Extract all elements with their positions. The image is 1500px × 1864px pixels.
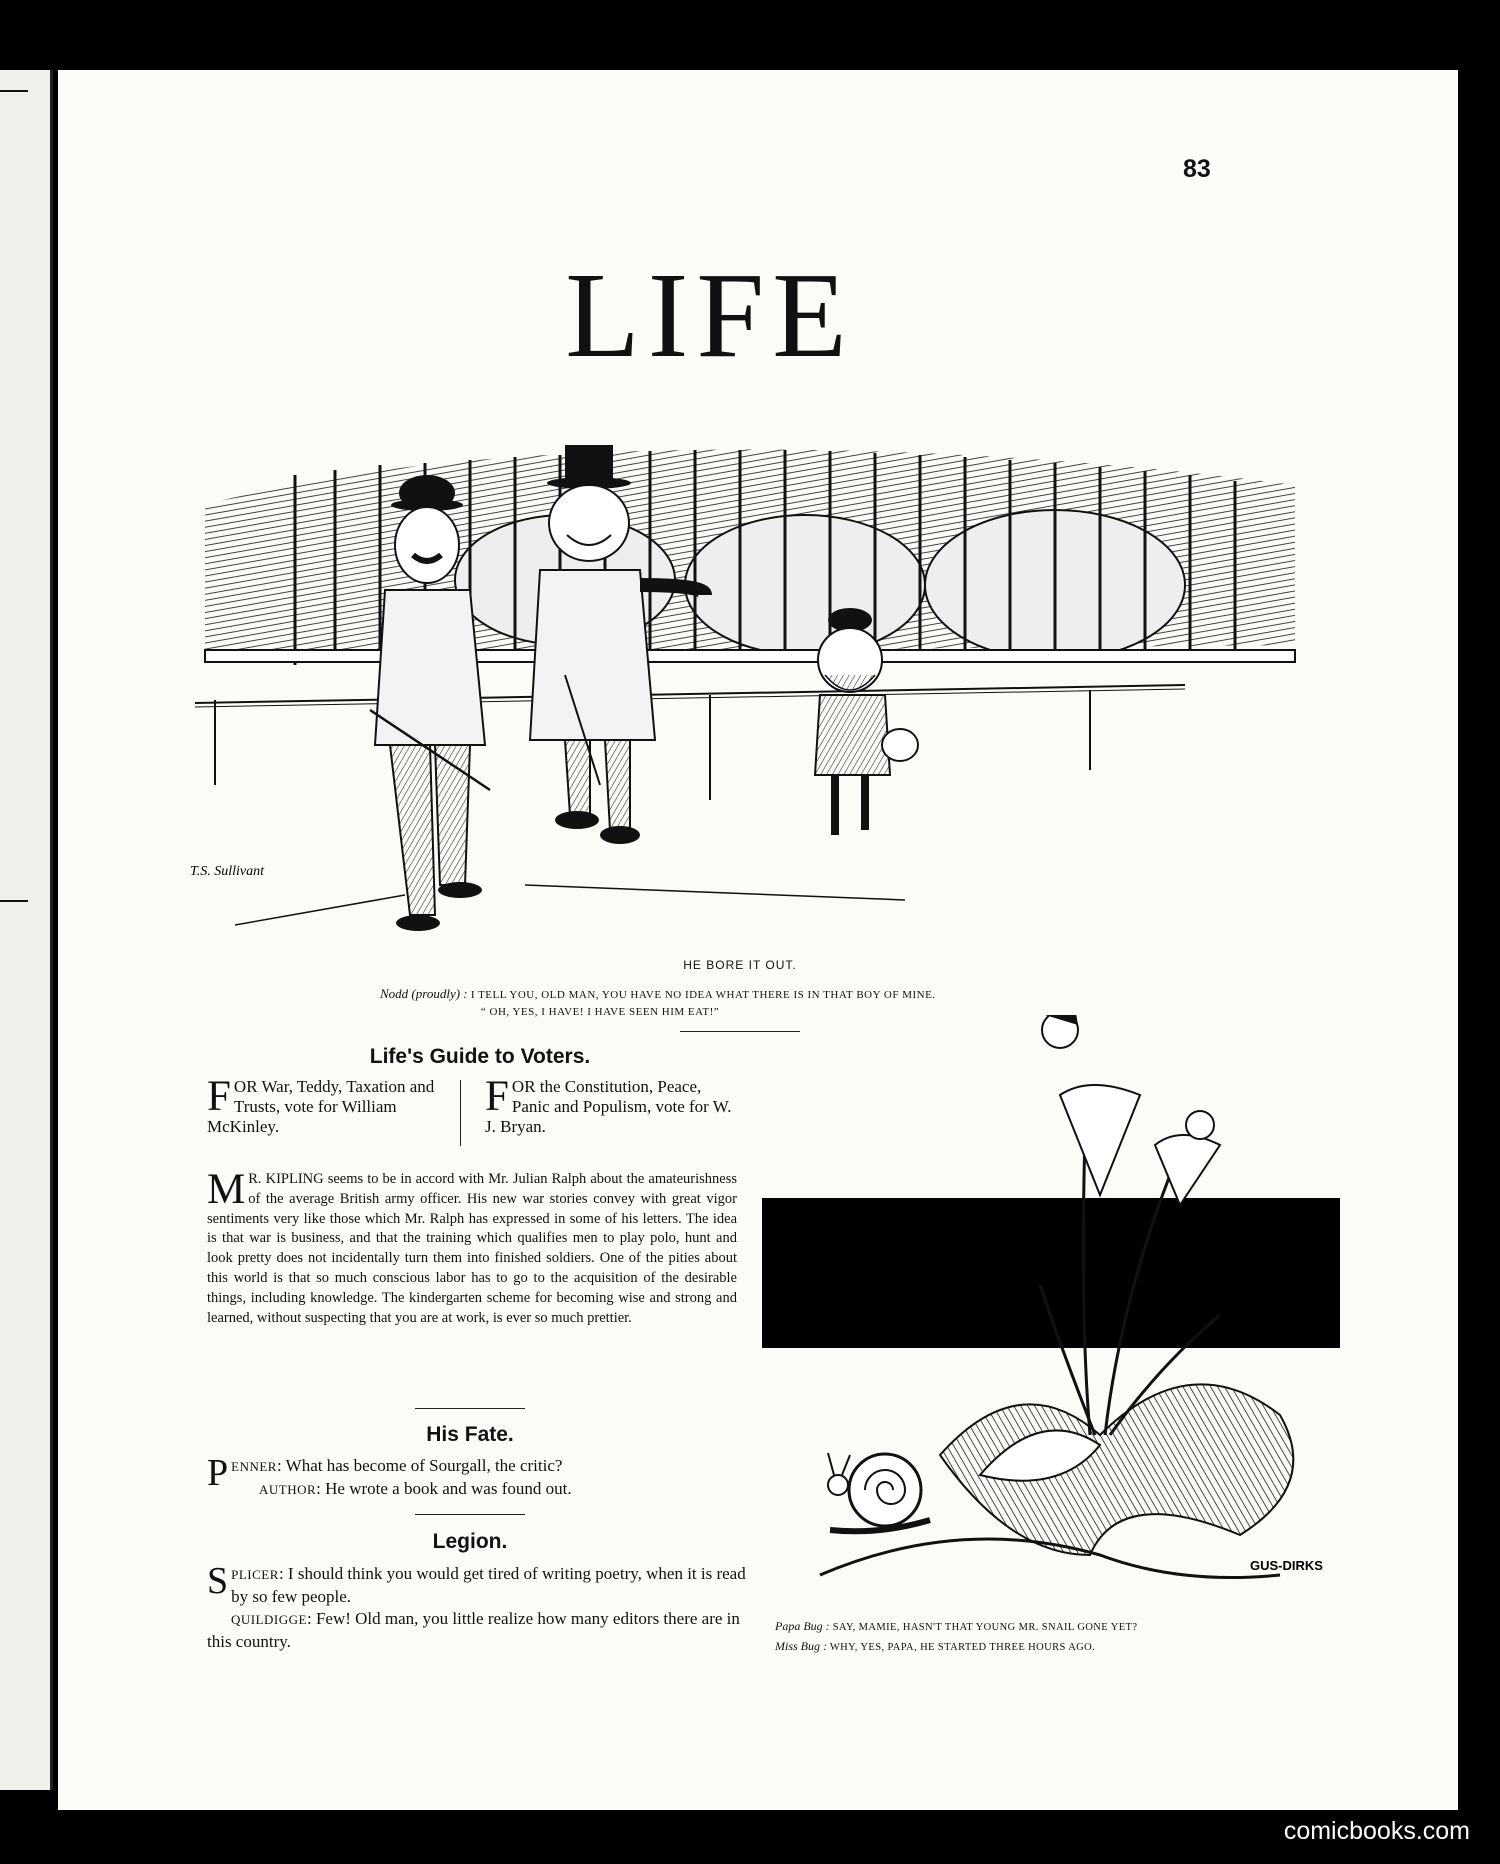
dropcap: M	[207, 1166, 246, 1213]
speaker-line: : What has become of Sourgall, the critic?	[276, 1456, 563, 1475]
divider-rule	[415, 1408, 525, 1409]
caption-speaker: Miss Bug :	[775, 1639, 827, 1653]
zoo-cartoon-illustration	[185, 445, 1325, 945]
bug-cartoon-illustration	[760, 1015, 1370, 1590]
caption-dialogue: WHY, YES, PAPA, HE STARTED THREE HOURS AGO.	[829, 1642, 1096, 1653]
his-fate-dialogue	[207, 1452, 747, 1501]
voters-guide-bryan-text: OR the Constitution, Peace, Panic and Populism, vote for W. J. Bryan.	[485, 1077, 732, 1136]
legion-heading: Legion.	[432, 1530, 508, 1553]
cartoon-caption-line-2: “ OH, YES, I HAVE! I HAVE SEEN HIM EAT!”	[480, 1006, 720, 1018]
dropcap: F	[485, 1073, 509, 1120]
black-banner-block	[762, 1198, 1340, 1348]
speaker-line: : Few! Old man, you little realize how many editors there are in this country.	[207, 1609, 740, 1651]
facing-page-mark	[0, 90, 28, 92]
caption-speaker: Nodd (proudly) :	[380, 986, 468, 1001]
speaker-line: : He wrote a book and was found out.	[316, 1479, 572, 1498]
splicer-line	[207, 1560, 747, 1608]
speaker-name: QUILDIGGE	[231, 1612, 307, 1627]
dropcap: S	[207, 1560, 229, 1602]
facing-page-mark	[0, 900, 28, 902]
kipling-paragraph	[207, 1166, 737, 1328]
voters-guide-mckinley-text: OR War, Teddy, Taxation and Trusts, vote for William McKinley.	[207, 1077, 435, 1136]
divider-rule	[415, 1514, 525, 1515]
voters-guide-mckinley	[207, 1073, 440, 1137]
page-number: 83	[1183, 155, 1211, 183]
kipling-lead: R. KIPLING	[248, 1171, 324, 1187]
cartoon-caption-title: HE BORE IT OUT.	[683, 958, 797, 972]
legion-dialogue	[207, 1560, 747, 1653]
bug-cartoon-caption	[775, 1617, 1395, 1657]
bug-caption-line-1	[775, 1617, 1395, 1637]
author-line	[207, 1478, 747, 1501]
voters-guide-bryan	[485, 1073, 735, 1137]
bug-cartoon-signature: GUS-DIRKS	[1250, 1558, 1323, 1573]
his-fate-heading: His Fate.	[426, 1423, 514, 1446]
cartoon-caption-line-1	[380, 986, 1140, 1002]
quildigge-line	[207, 1608, 747, 1653]
masthead-title: LIFE	[565, 248, 855, 383]
facing-page-edge	[0, 70, 53, 1790]
caption-dialogue: SAY, MAMIE, HASN'T THAT YOUNG MR. SNAIL GONE YET?	[832, 1622, 1138, 1633]
cartoon-artist-signature: T.S. Sullivant	[190, 864, 265, 879]
caption-speaker: Papa Bug :	[775, 1619, 830, 1633]
speaker-name: AUTHOR	[259, 1482, 317, 1497]
dropcap: F	[207, 1073, 231, 1120]
speaker-name: ENNER	[231, 1459, 277, 1474]
speaker-line: : I should think you would get tired of writing poetry, when it is read by so few people.	[231, 1564, 746, 1606]
kipling-text: seems to be in accord with Mr. Julian Ralph about the amateurishness of the average British army officer. His new war stories convey with great vigor sentiments very like those which Mr. Ralph has expressed in some of his letters. The idea is that war is business, and that the training which qualifies men to play polo, hunt and look pretty does not incidentally turn them into finished soldiers. One of the pities about this world is that so much conscious labor has to go to the acquisition of the desirable things, including knowledge. The kindergarten scheme for becoming wise and strong and learned, without suspecting that you are at work, is ever so much prettier.	[207, 1171, 737, 1326]
site-watermark: comicbooks.com	[1283, 1817, 1470, 1845]
caption-dialogue: I TELL YOU, OLD MAN, YOU HAVE NO IDEA WHAT THERE IS IN THAT BOY OF MINE.	[470, 989, 936, 1001]
bug-caption-line-2	[775, 1637, 1395, 1657]
voters-guide-heading: Life's Guide to Voters.	[369, 1045, 591, 1068]
column-divider	[460, 1080, 461, 1146]
speaker-name: PLICER	[231, 1567, 279, 1582]
dropcap: P	[207, 1452, 229, 1494]
